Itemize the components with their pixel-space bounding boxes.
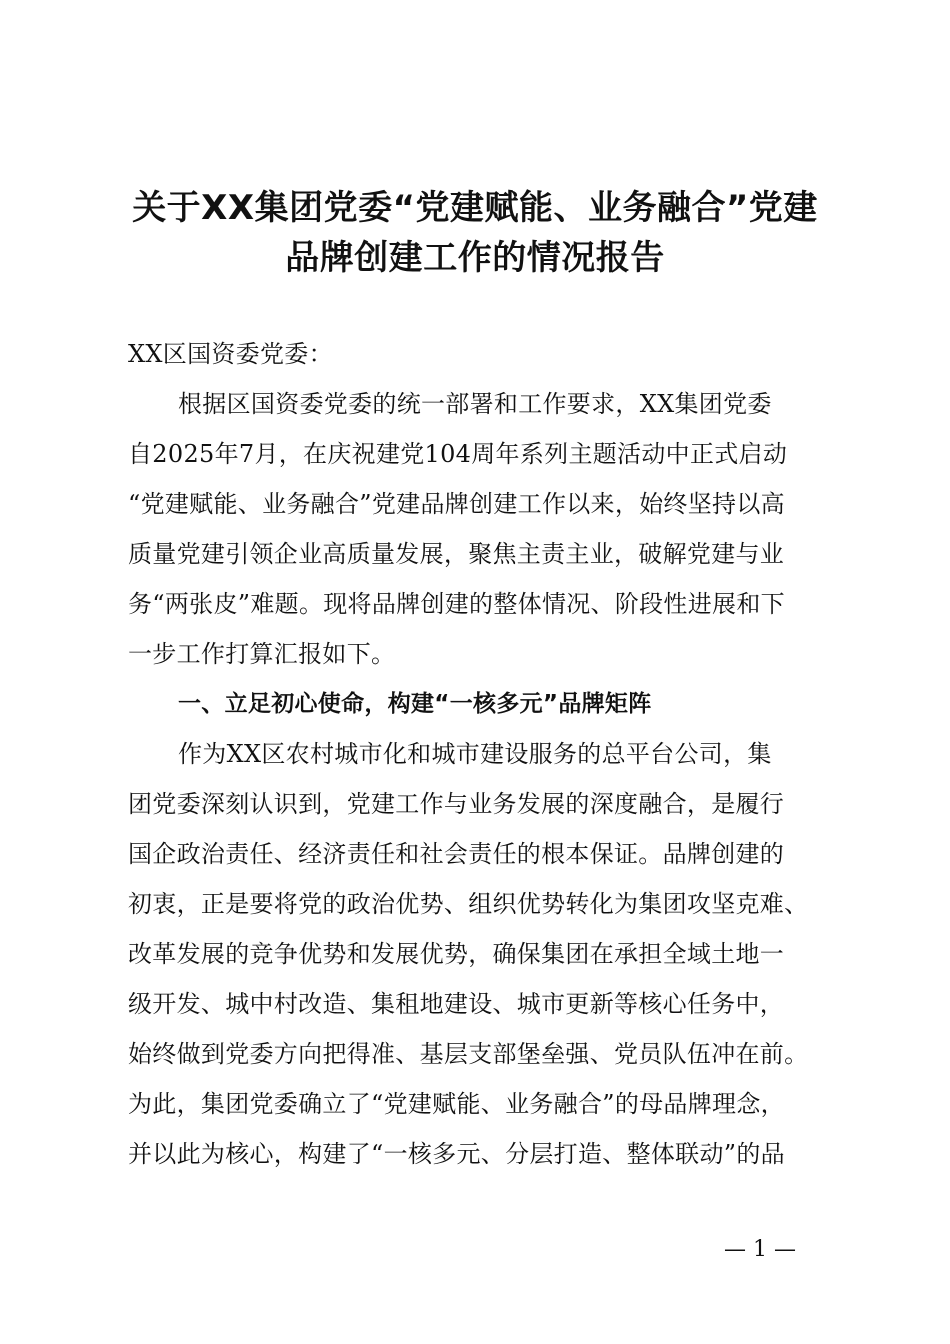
section-heading: 一、立足初心使命，构建“一核多元”品牌矩阵 [178,691,652,717]
page-number: — 1 — [724,1237,796,1262]
salutation: XX区国资委党委： [128,340,333,368]
paragraph-line: 级开发、城中村改造、集租地建设、城市更新等核心任务中， [128,990,785,1018]
paragraph-line: “党建赋能、业务融合”党建品牌创建工作以来，始终坚持以高 [128,490,785,518]
paragraph-line: 团党委深刻认识到，党建工作与业务发展的深度融合，是履行 [128,790,785,818]
document-title-line-1: 关于XX集团党委“党建赋能、业务融合”党建 [132,188,818,228]
paragraph-line: 自2025年7月，在庆祝建党104周年系列主题活动中正式启动 [128,440,788,468]
paragraph-line: 始终做到党委方向把得准、基层支部堡垒强、党员队伍冲在前。 [128,1040,809,1068]
paragraph-line: 并以此为核心，构建了“一核多元、分层打造、整体联动”的品 [128,1140,785,1168]
paragraph-line: 国企政治责任、经济责任和社会责任的根本保证。品牌创建的 [128,840,785,868]
paragraph-line: 初衷，正是要将党的政治优势、组织优势转化为集团攻坚克难、 [128,890,809,918]
paragraph-line: 改革发展的竞争优势和发展优势，确保集团在承担全域土地一 [128,940,785,968]
paragraph-line: 为此，集团党委确立了“党建赋能、业务融合”的母品牌理念， [128,1090,785,1118]
paragraph-line: 一步工作打算汇报如下。 [128,640,396,668]
paragraph-line: 作为XX区农村城市化和城市建设服务的总平台公司，集 [178,740,772,768]
paragraph-line: 务“两张皮”难题。现将品牌创建的整体情况、阶段性进展和下 [128,590,785,618]
paragraph-line: 质量党建引领企业高质量发展，聚焦主责主业，破解党建与业 [128,540,785,568]
document-title-line-2: 品牌创建工作的情况报告 [285,238,665,278]
paragraph-line: 根据区国资委党委的统一部署和工作要求，XX集团党委 [178,390,772,418]
